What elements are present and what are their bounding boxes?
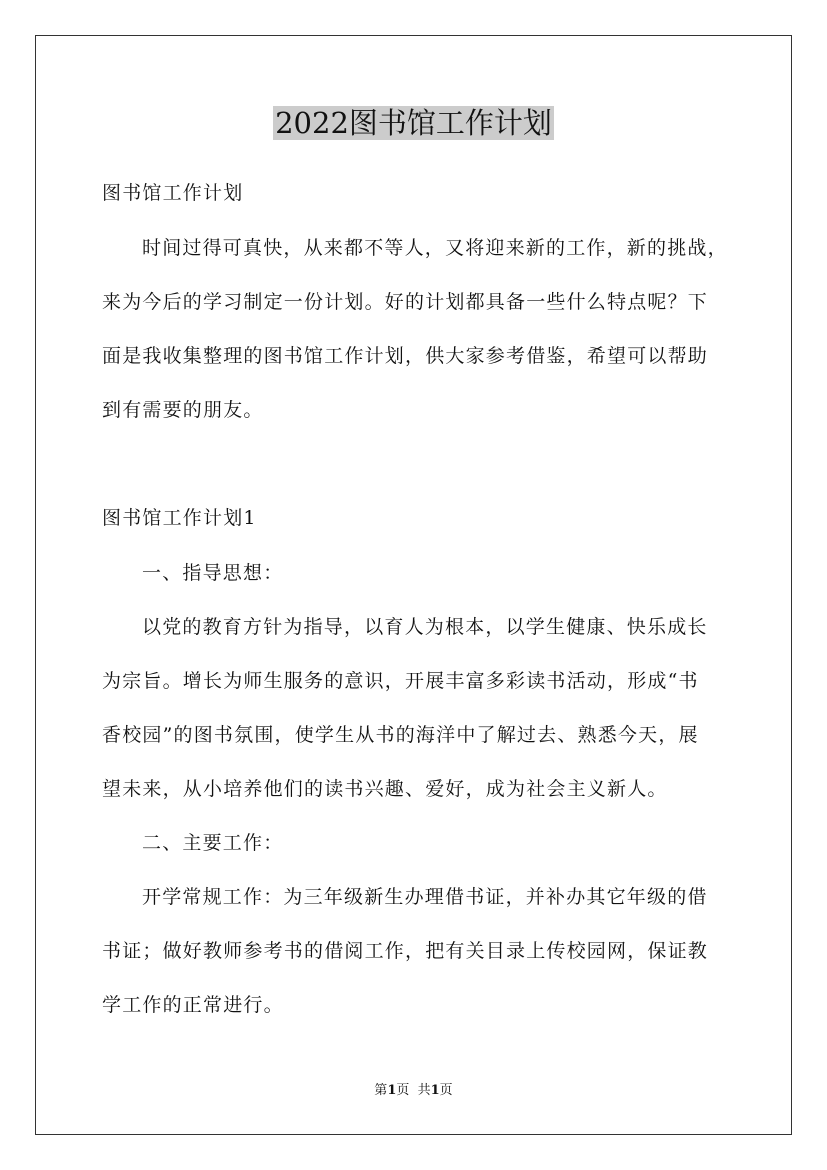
footer-page-mid: 页 共	[396, 1083, 431, 1098]
main-work-line-2: 书证；做好教师参考书的借阅工作，把有关目录上传校园网，保证教	[102, 940, 709, 962]
subtitle: 图书馆工作计划	[102, 182, 244, 204]
document-title-text: 2022图书馆工作计划	[275, 106, 552, 140]
main-work-heading: 二、主要工作：	[142, 832, 284, 854]
guiding-line-2: 为宗旨。增长为师生服务的意识，开展丰富多彩读书活动，形成“书	[102, 670, 699, 692]
footer-page-prefix: 第	[374, 1083, 388, 1098]
guiding-line-3: 香校园”的图书氛围，使学生从书的海洋中了解过去、熟悉今天，展	[102, 724, 699, 746]
document-title	[0, 104, 827, 142]
footer-page-suffix: 页	[439, 1083, 453, 1098]
section-heading: 图书馆工作计划1	[102, 507, 257, 529]
page-footer	[0, 1082, 827, 1100]
intro-line-1: 时间过得可真快，从来都不等人，又将迎来新的工作，新的挑战，	[142, 237, 728, 259]
intro-line-3: 面是我收集整理的图书馆工作计划，供大家参考借鉴，希望可以帮助	[102, 345, 709, 367]
guiding-line-4: 望未来，从小培养他们的读书兴趣、爱好，成为社会主义新人。	[102, 778, 668, 800]
intro-line-2: 来为今后的学习制定一份计划。好的计划都具备一些什么特点呢？下	[102, 291, 709, 313]
footer-page-total: 1	[430, 1083, 440, 1098]
footer-page-number: 1	[387, 1083, 397, 1098]
guiding-heading: 一、指导思想：	[142, 562, 284, 584]
guiding-line-1: 以党的教育方针为指导，以育人为根本，以学生健康、快乐成长	[142, 616, 708, 638]
main-work-line-3: 学工作的正常进行。	[102, 994, 284, 1016]
main-work-line-1: 开学常规工作：为三年级新生办理借书证，并补办其它年级的借	[142, 886, 708, 908]
intro-line-4: 到有需要的朋友。	[102, 399, 264, 421]
